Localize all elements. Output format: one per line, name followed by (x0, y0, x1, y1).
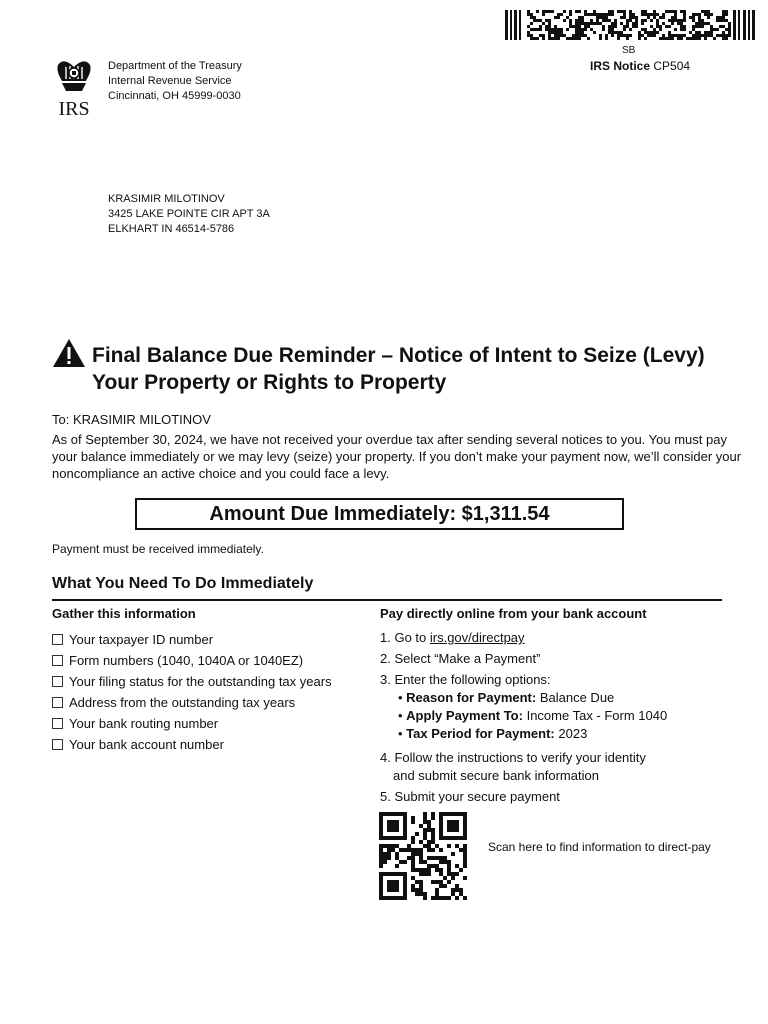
notice-code (590, 59, 690, 73)
recipient-line: 3425 LAKE POINTE CIR APT 3A (108, 208, 270, 220)
checklist-item (52, 692, 362, 713)
checklist-label: Your bank routing number (69, 716, 219, 731)
gather-info-column (52, 605, 362, 755)
checkbox-icon (52, 676, 63, 687)
step-1-text: 1. Go to (380, 630, 430, 645)
sb-code: SB (622, 45, 636, 56)
notice-title (92, 342, 722, 396)
step-5: 5. Submit your secure payment (380, 789, 560, 804)
checkbox-icon (52, 697, 63, 708)
payment-option: • Tax Period for Payment: 2023 (398, 726, 588, 741)
irs-eagle-logo-icon (52, 57, 96, 119)
option-value: 2023 (558, 726, 588, 741)
title-line-2: Your Property or Rights to Property (92, 371, 447, 394)
notice-number: CP504 (653, 59, 691, 73)
option-label: Reason for Payment: (406, 690, 537, 705)
payment-option: • Apply Payment To: Income Tax - Form 1040 (398, 708, 668, 723)
notice-paragraph: As of September 30, 2024, we have not received your overdue tax after sending several notices to you. You must pay your balance immediately or we may levy (seize) your property. If you don’t make your payment now, we’ll consider your noncompliance an active choice and you could face a levy. (52, 432, 742, 481)
checklist-label: Your filing status for the outstanding tax years (69, 674, 332, 689)
checklist-label: Form numbers (1040, 1040A or 1040EZ) (69, 653, 304, 668)
step-4-line-2: and submit secure bank information (393, 768, 599, 783)
option-label: Apply Payment To: (406, 708, 523, 723)
amount-due-box (135, 498, 624, 530)
qr-caption: Scan here to find information to direct-pay (488, 840, 711, 854)
warning-triangle-icon (52, 338, 86, 368)
gather-title: Gather this information (52, 606, 196, 621)
recipient-address (108, 192, 270, 237)
checklist-item (52, 629, 362, 650)
directpay-link[interactable]: irs.gov/directpay (429, 630, 525, 645)
checklist-label: Address from the outstanding tax years (69, 695, 296, 710)
recipient-line: KRASIMIR MILOTINOV (108, 193, 225, 205)
step-1 (380, 629, 730, 647)
recipient-line: ELKHART IN 46514-5786 (108, 223, 235, 235)
step-4 (380, 749, 730, 785)
checkbox-icon (52, 718, 63, 729)
section-title: What You Need To Do Immediately (52, 575, 314, 592)
checklist-item (52, 671, 362, 692)
amount-due-text: Amount Due Immediately: $1,311.54 (209, 502, 550, 525)
option-label: Tax Period for Payment: (406, 726, 555, 741)
step-2: 2. Select “Make a Payment” (380, 651, 541, 666)
payment-note: Payment must be received immediately. (52, 542, 264, 556)
checkbox-icon (52, 655, 63, 666)
pay-online-column (380, 605, 730, 809)
option-value: Balance Due (539, 690, 615, 705)
title-line-1: Final Balance Due Reminder – Notice of Intent to Seize (Levy) (92, 344, 705, 367)
step-3 (380, 671, 730, 689)
checklist-item (52, 650, 362, 671)
section-divider (52, 599, 722, 601)
to-line: To: KRASIMIR MILOTINOV (52, 412, 211, 427)
agency-line: Internal Revenue Service (108, 75, 232, 87)
notice-label: IRS Notice (590, 59, 651, 73)
agency-line: Department of the Treasury (108, 60, 242, 72)
checklist-label: Your bank account number (69, 737, 224, 752)
logo-text: IRS (58, 98, 90, 119)
checkbox-icon (52, 634, 63, 645)
step-3-text: 3. Enter the following options: (380, 672, 551, 687)
step-4-line-1: 4. Follow the instructions to verify your identity (380, 750, 646, 765)
qr-code-icon[interactable] (379, 812, 467, 900)
barcode-graphic (505, 10, 755, 40)
checklist-item (52, 734, 362, 755)
agency-line: Cincinnati, OH 45999-0030 (108, 90, 241, 102)
checklist-item (52, 713, 362, 734)
pay-title: Pay directly online from your bank account (380, 606, 647, 621)
checklist-label: Your taxpayer ID number (69, 632, 214, 647)
agency-address (108, 59, 242, 104)
option-value: Income Tax - Form 1040 (526, 708, 668, 723)
checkbox-icon (52, 739, 63, 750)
payment-option: • Reason for Payment: Balance Due (398, 690, 615, 705)
